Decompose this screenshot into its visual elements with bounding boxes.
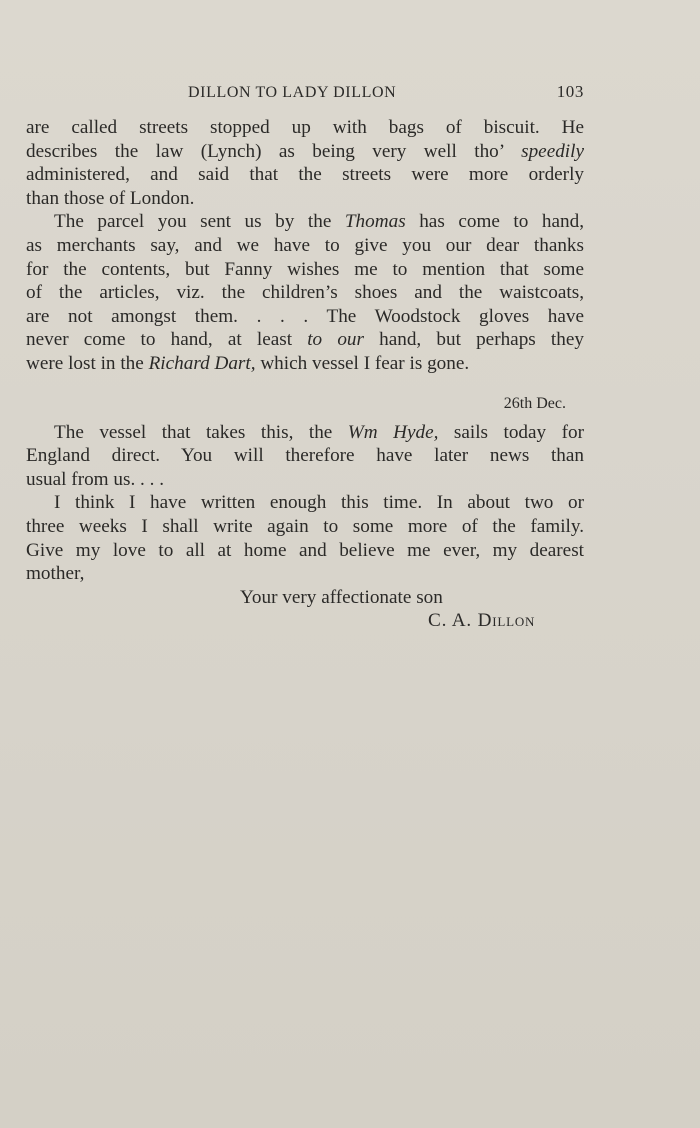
text-line: Give my love to all at home and believe me ever, my dearest [26, 539, 584, 561]
text-run: The parcel you sent us by the [54, 211, 345, 233]
text-line: of the articles, viz. the children’s shoes and the waistcoats, [26, 282, 584, 304]
text-line: as merchants say, and we have to give you our dear thanks [26, 234, 584, 256]
text-line: three weeks I shall write again to some more of the family. [26, 515, 584, 537]
text-line [26, 352, 584, 376]
text-run: The vessel that takes this, the [54, 421, 348, 443]
text-line: usual from us. . . . [26, 468, 165, 490]
text-run: has come to hand, [405, 211, 584, 233]
running-head [26, 84, 584, 106]
text-line: for the contents, but Fanny wishes me to mention that some [26, 258, 584, 280]
italic-run: Thomas [344, 211, 406, 233]
text-line: are not amongst them. . . . The Woodstock gloves have [26, 305, 584, 327]
paragraph [26, 491, 584, 585]
italic-run: to our [307, 329, 364, 351]
signature-initials: C. A. [428, 610, 478, 632]
text-line [26, 328, 584, 352]
signature [26, 609, 584, 633]
text-line: are called streets stopped up with bags of biscuit. He [26, 117, 584, 138]
letter-body [26, 116, 584, 633]
text-line [26, 140, 584, 164]
running-title: DILLON TO LADY DILLON [188, 84, 397, 101]
text-run: were lost in the [26, 352, 149, 374]
text-run: never come to hand, at least [26, 329, 308, 351]
text-line: I think I have written enough this time. In about two or [54, 492, 584, 514]
text-line: England direct. You will therefore have later news than [26, 445, 584, 467]
text-line [26, 210, 584, 234]
text-line: than those of London. [26, 187, 195, 209]
paragraph [26, 116, 584, 210]
italic-run: Richard Dart, [148, 352, 256, 374]
text-run: hand, but perhaps they [363, 329, 584, 351]
text-run: describes the law (Lynch) as being very well tho’ [26, 140, 522, 162]
paragraph [26, 421, 584, 492]
dateline: 26th Dec. [503, 394, 566, 412]
text-run: which vessel I fear is gone. [255, 352, 470, 374]
text-line: mother, [26, 563, 85, 585]
closing-line: Your very affectionate son [240, 586, 443, 608]
text-line [26, 421, 584, 445]
page-number: 103 [556, 82, 584, 101]
paragraph [26, 210, 584, 375]
italic-run: speedily [521, 140, 584, 162]
italic-run: Wm Hyde, [347, 421, 439, 443]
text-run: sails today for [438, 421, 584, 443]
signature-surname: Dillon [477, 610, 536, 632]
text-line: administered, and said that the streets were more orderly [26, 164, 584, 186]
